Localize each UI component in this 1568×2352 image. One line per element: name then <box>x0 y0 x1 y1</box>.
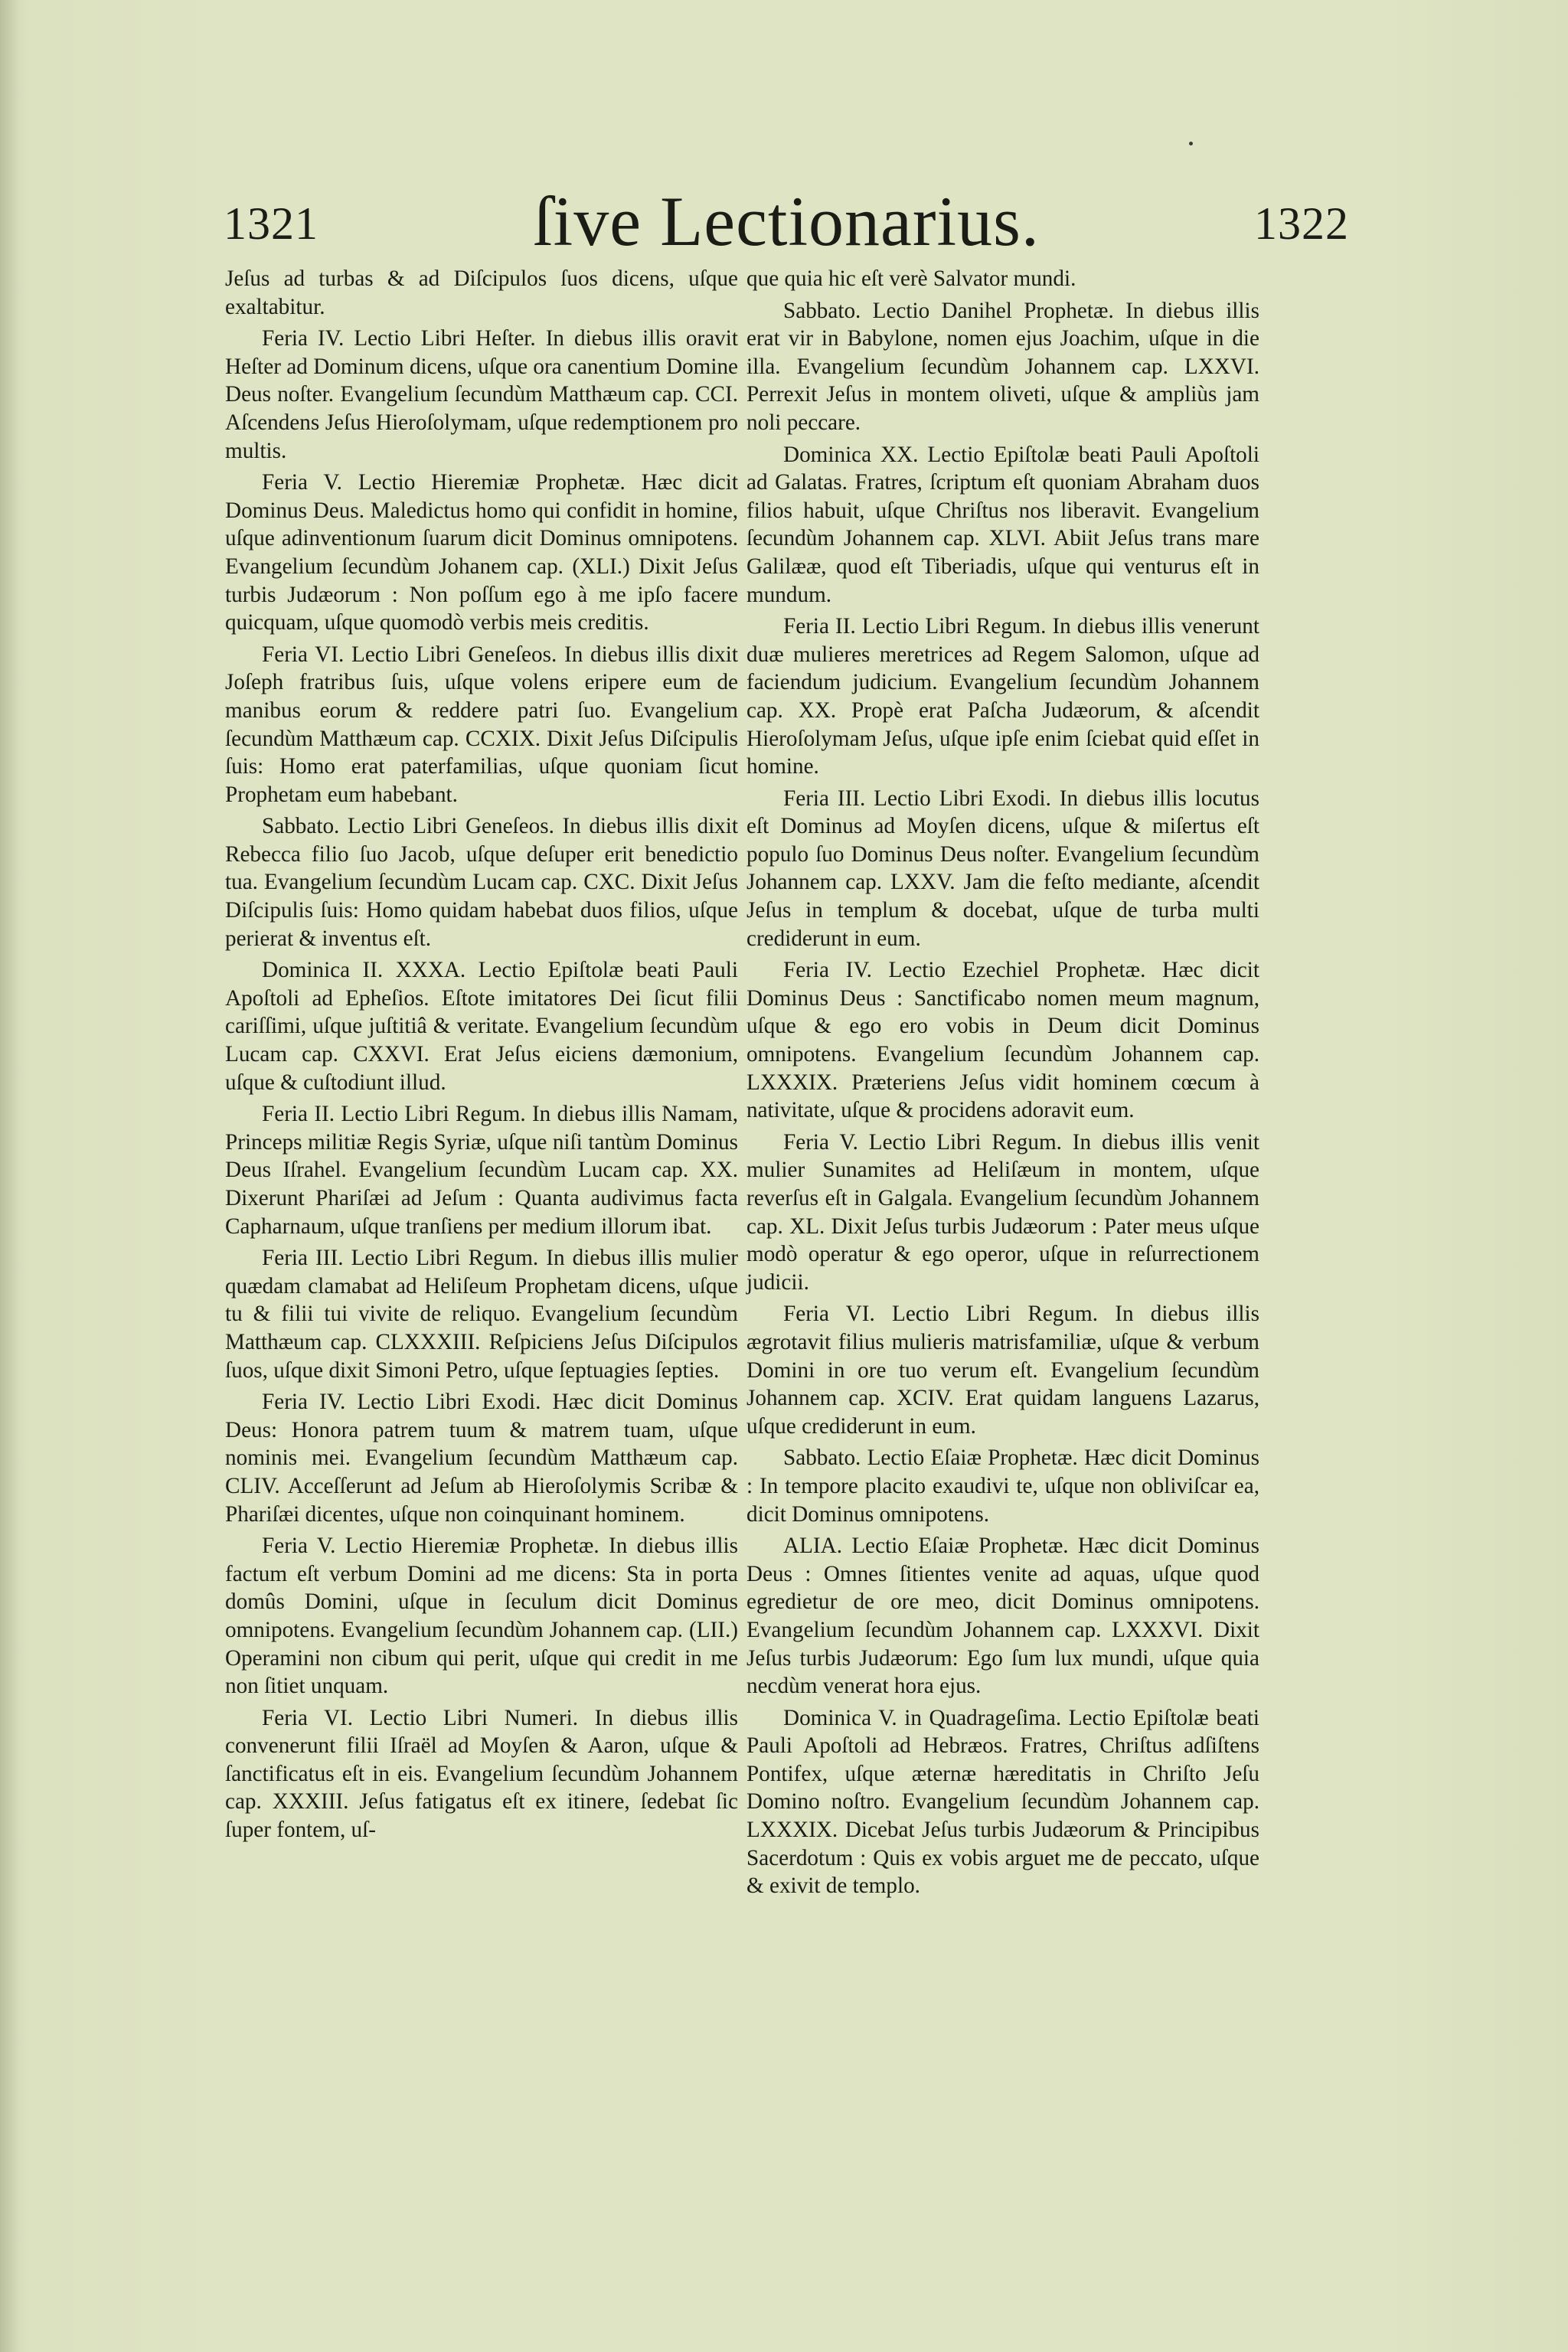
paragraph: Dominica II. XXXA. Lectio Epiſtolæ beati Pauli Apoſtoli ad Epheſios. Eſtote imitatores Dei ſicut filii cariſſimi, uſque juſtitiâ & veritate. Evangelium ſecundùm Lucam cap. CXXVI. Erat Jeſus eiciens dæmonium, uſque & cuſtodiunt illud. <box>225 958 738 1095</box>
gutter-shadow <box>0 0 20 2352</box>
paragraph: Dominica V. in Quadrageſima. Lectio Epiſtolæ beati Pauli Apoſtoli ad Hebræos. Fratres, Chriſtus adſiſtens Pontifex, uſque æternæ hæreditatis in Chriſto Jeſu Domino noſtro. Evangelium ſecundùm Johannem cap. LXXXIX. Dicebat Jeſus turbis Judæorum & Principibus Sacerdotum : Quis ex vobis arguet me de peccato, uſque & exivit de templo. <box>746 1705 1259 1899</box>
paragraph: Feria II. Lectio Libri Regum. In diebus illis venerunt duæ mulieres meretrices ad Regem Salomon, uſque ad faciendum judicium. Evangelium ſecundùm Johannem cap. XX. Propè erat Paſcha Judæorum, & aſcendit Hieroſolymam Jeſus, uſque ipſe enim ſciebat quid eſſet in homine. <box>746 614 1259 779</box>
paragraph: Feria VI. Lectio Libri Numeri. In diebus illis convenerunt filii Iſraël ad Moyſen & Aaron, uſque & ſanctificatus eſt in eis. Evangelium ſecundùm Johannem cap. XXXIII. Jeſus fatigatus eſt ex itinere, ſedebat ſic ſuper fontem, uſ- <box>225 1705 738 1843</box>
paragraph: Feria IV. Lectio Libri Exodi. Hæc dicit Dominus Deus: Honora patrem tuum & matrem tuam, uſque nominis mei. Evangelium ſecundùm Matthæum cap. CLIV. Acceſſerunt ad Jeſum ab Hieroſolymis Scribæ & Phariſæi dicentes, uſque non coinquinant hominem. <box>225 1390 738 1527</box>
left-text-column <box>225 265 738 1848</box>
paragraph: Feria III. Lectio Libri Exodi. In diebus illis locutus eſt Dominus ad Moyſen dicens, uſque & miſertus eſt populo ſuo Dominus Deus noſter. Evangelium ſecundùm Johannem cap. LXXV. Jam die feſto mediante, aſcendit Jeſus in templum & docebat, uſque de turba multi crediderunt in eum. <box>746 786 1259 951</box>
paragraph: Jeſus ad turbas & ad Diſcipulos ſuos dicens, uſque exaltabitur. <box>225 266 738 319</box>
paragraph: que quia hic eſt verè Salvator mundi. <box>746 266 1076 291</box>
right-page-number: 1322 <box>1254 198 1349 249</box>
page-header <box>224 181 1349 265</box>
paragraph: Feria VI. Lectio Libri Regum. In diebus illis ægrotavit filius mulieris matrisfamiliæ, uſque & verbum Domini in ore tuo verum eſt. Evangelium ſecundùm Johannem cap. XCIV. Erat quidam languens Lazarus, uſque crediderunt in eum. <box>746 1302 1259 1439</box>
paragraph: Feria IV. Lectio Libri Heſter. In diebus illis oravit Heſter ad Dominum dicens, uſque ora canentium Domine Deus noſter. Evangelium ſecundùm Matthæum cap. CCI. Aſcendens Jeſus Hieroſolymam, uſque redemptionem pro multis. <box>225 326 738 463</box>
paper-speck <box>1189 142 1193 145</box>
running-title: ſive Lectionarius. <box>533 182 1040 260</box>
paragraph: Feria III. Lectio Libri Regum. In diebus illis mulier quædam clamabat ad Heliſeum Prophetam dicens, uſque tu & filii tui vivite de reliquo. Evangelium ſecundùm Matthæum cap. CLXXXIII. Reſpiciens Jeſus Diſcipulos ſuos, uſque dixit Simoni Petro, uſque ſeptuagies ſepties. <box>225 1246 738 1383</box>
paragraph: Feria V. Lectio Libri Regum. In diebus illis venit mulier Sunamites ad Heliſæum in montem, uſque reverſus eſt in Galgala. Evangelium ſecundùm Johannem cap. XL. Dixit Jeſus turbis Judæorum : Pater meus uſque modò operatur & ego operor, uſque in reſurrectionem judicii. <box>746 1129 1259 1295</box>
paragraph: Feria V. Lectio Hieremiæ Prophetæ. In diebus illis factum eſt verbum Domini ad me dicens: Sta in porta domûs Domini, uſque in ſeculum dicit Dominus omnipotens. Evangelium ſecundùm Johannem cap. (LII.) Operamini non cibum qui perit, uſque qui credit in me non ſitiet unquam. <box>225 1534 738 1699</box>
paragraph: Dominica XX. Lectio Epiſtolæ beati Pauli Apoſtoli ad Galatas. Fratres, ſcriptum eſt quoniam Abraham duos filios habuit, uſque Chriſtus nos liberavit. Evangelium ſecundùm Johannem cap. XLVI. Abiit Jeſus trans mare Galilææ, quod eſt Tiberiadis, uſque qui venturus eſt in mundum. <box>746 442 1259 607</box>
paragraph: Feria II. Lectio Libri Regum. In diebus illis Namam, Princeps militiæ Regis Syriæ, uſque niſi tantùm Dominus Deus Iſrahel. Evangelium ſecundùm Lucam cap. XX. Dixerunt Phariſæi ad Jeſum : Quanta audivimus facta Capharnaum, uſque tranſiens per medium illorum ibat. <box>225 1102 738 1239</box>
paragraph: Sabbato. Lectio Libri Geneſeos. In diebus illis dixit Rebecca filio ſuo Jacob, uſque deſuper erit benedictio tua. Evangelium ſecundùm Lucam cap. CXC. Dixit Jeſus Diſcipulis ſuis: Homo quidam habebat duos filios, uſque perierat & inventus eſt. <box>225 814 738 951</box>
paragraph: Sabbato. Lectio Eſaiæ Prophetæ. Hæc dicit Dominus : In tempore placito exaudivi te, uſque non obliviſcar ea, dicit Dominus omnipotens. <box>746 1446 1259 1527</box>
right-text-column <box>746 265 1259 1904</box>
paragraph: ALIA. Lectio Eſaiæ Prophetæ. Hæc dicit Dominus Deus : Omnes ſitientes venite ad aquas, uſque quod egredietur de ore meo, dicit Dominus omnipotens. Evangelium ſecundùm Johannem cap. LXXXVI. Dixit Jeſus turbis Judæorum: Ego ſum lux mundi, uſque quia necdùm venerat hora ejus. <box>746 1534 1259 1699</box>
paragraph: Sabbato. Lectio Danihel Prophetæ. In diebus illis erat vir in Babylone, nomen ejus Joachim, uſque in die illa. Evangelium ſecundùm Johannem cap. LXXVI. Perrexit Jeſus in montem oliveti, uſque & ampliùs jam noli peccare. <box>746 298 1259 435</box>
paragraph: Feria IV. Lectio Ezechiel Prophetæ. Hæc dicit Dominus Deus : Sanctificabo nomen meum magnum, uſque & ego ero vobis in Deum dicit Dominus omnipotens. Evangelium ſecundùm Johannem cap. LXXXIX. Præteriens Jeſus vidit hominem cœcum à nativitate, uſque & procidens adoravit eum. <box>746 958 1259 1123</box>
paragraph: Feria V. Lectio Hieremiæ Prophetæ. Hæc dicit Dominus Deus. Maledictus homo qui confidit in homine, uſque adinventionum ſuarum dicit Dominus omnipotens. Evangelium ſecundùm Johanem cap. (XLI.) Dixit Jeſus turbis Judæorum : Non poſſum ego à me ipſo facere quicquam, uſque quomodò verbis meis creditis. <box>225 470 738 635</box>
left-page-number: 1321 <box>224 198 318 249</box>
paragraph: Feria VI. Lectio Libri Geneſeos. In diebus illis dixit Joſeph fratribus ſuis, uſque volens eripere eum de manibus eorum & reddere patri ſuo. Evangelium ſecundùm Matthæum cap. CCXIX. Dixit Jeſus Diſcipulis ſuis: Homo erat paterfamilias, uſque quoniam ſicut Prophetam eum habebant. <box>225 642 738 807</box>
